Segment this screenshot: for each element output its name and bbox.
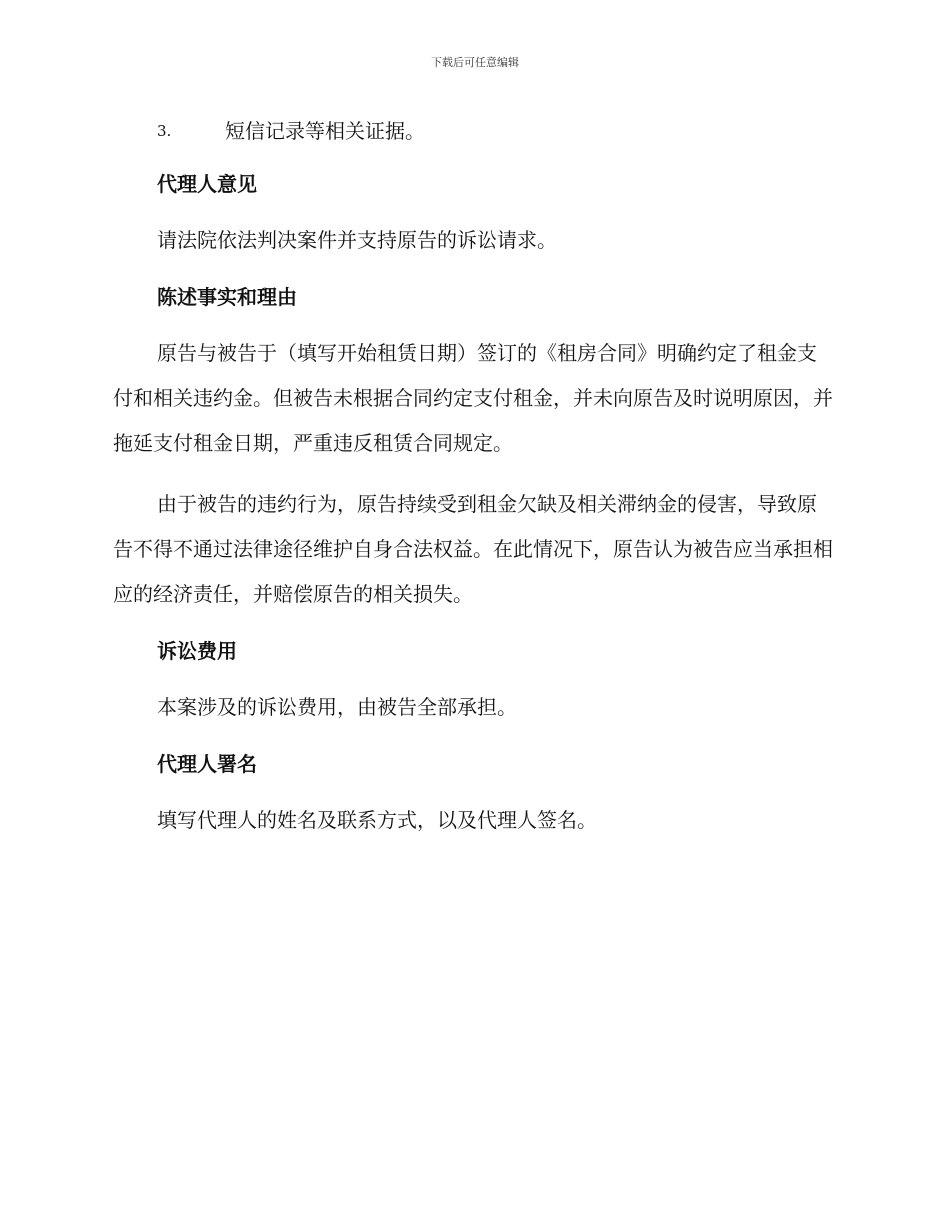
paragraph-signature: 填写代理人的姓名及联系方式，以及代理人签名。 <box>157 808 597 832</box>
section-heading-facts: 陈述事实和理由 <box>157 285 297 309</box>
list-item-number: 3. <box>157 122 172 140</box>
list-item <box>157 112 833 150</box>
paragraph-facts-1: 原告与被告于（填写开始租赁日期）签订的《租房合同》明确约定了租金支付和相关违约金。但被告未根据合同约定支付租金，并未向原告及时说明原因，并拖延支付租金日期，严重违反租赁合同规定。 <box>113 341 833 455</box>
document-body <box>113 112 833 843</box>
page-header: 下载后可任意编辑 <box>431 56 519 69</box>
section-heading-signature: 代理人署名 <box>157 752 257 776</box>
section-heading-costs: 诉讼费用 <box>157 639 237 663</box>
paragraph-costs: 本案涉及的诉讼费用，由被告全部承担。 <box>157 695 517 719</box>
paragraph-facts-2: 由于被告的违约行为，原告持续受到租金欠缺及相关滞纳金的侵害，导致原告不得不通过法律途径维护自身合法权益。在此情况下，原告认为被告应当承担相应的经济责任，并赔偿原告的相关损失。 <box>113 492 833 606</box>
paragraph-opinion: 请法院依法判决案件并支持原告的诉讼请求。 <box>157 228 557 252</box>
list-item-text: 短信记录等相关证据。 <box>225 119 425 143</box>
section-heading-agent-opinion: 代理人意见 <box>157 172 257 196</box>
